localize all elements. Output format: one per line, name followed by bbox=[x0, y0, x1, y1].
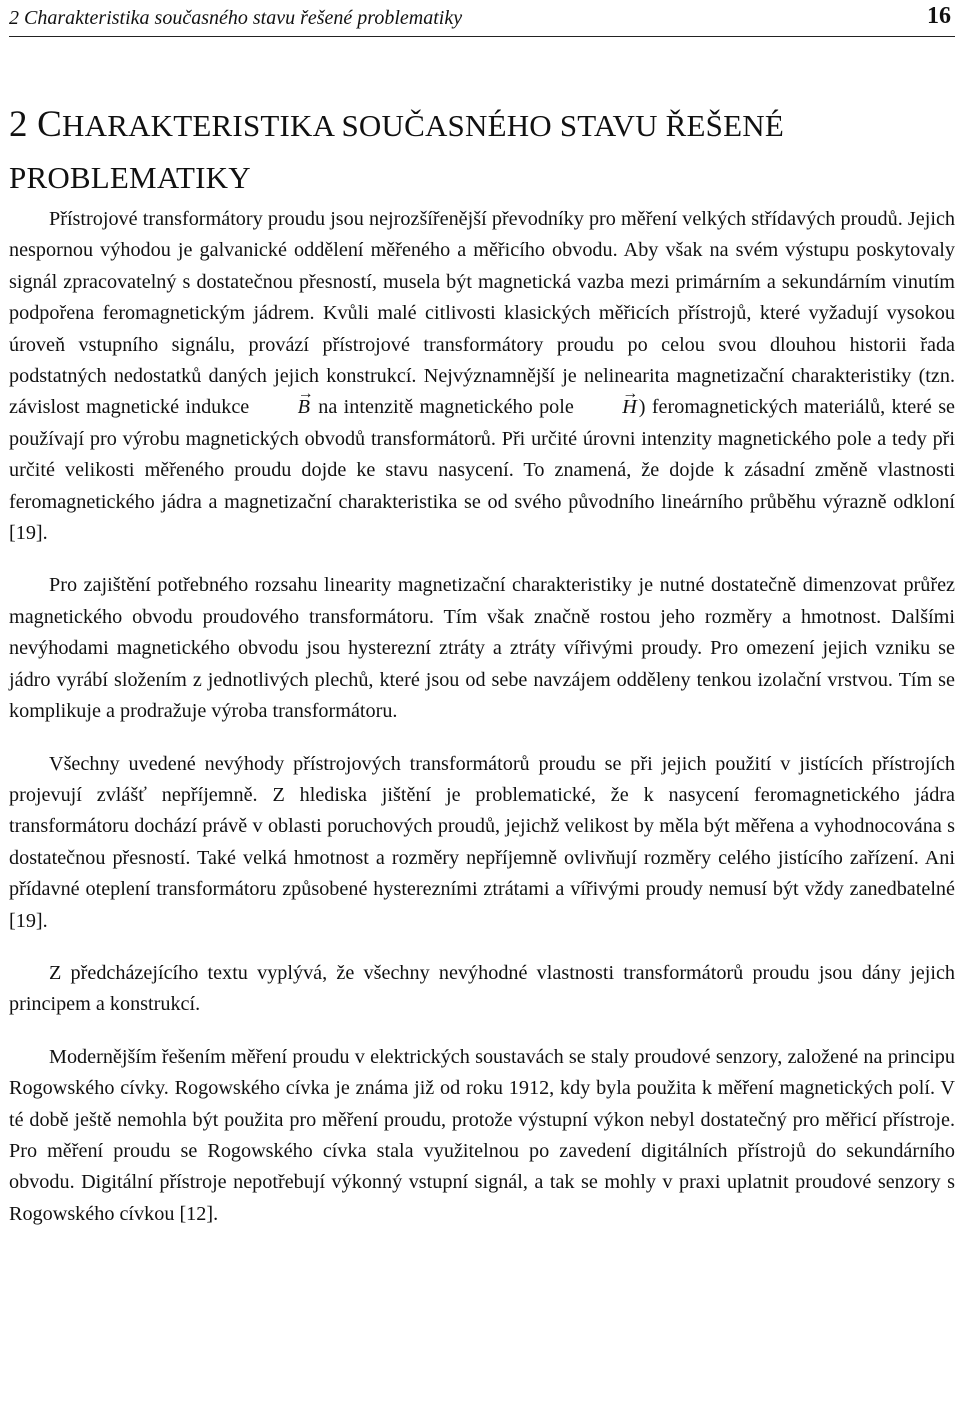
page-number: 16 bbox=[927, 3, 951, 29]
chapter-title-line1: HARAKTERISTIKA SOUČASNÉHO STAVU ŘEŠENÉ bbox=[62, 108, 784, 143]
chapter-number: 2 bbox=[9, 104, 38, 145]
vector-h-symbol: → H bbox=[580, 392, 639, 423]
paragraph-1-text-a: Přístrojové transformátory proudu jsou nejrozšířenější převodníky pro měření velkých střídavých proudů. Jejich nespornou výhodou je galvanické oddělení měřeného a měřicího obvodu. Aby však na svém výstupu poskytovaly signál zpracovatelný s dostatečnou přesností, musela být magnetická vazba mezi primárním a sekundárním vinutím podpořena feromagnetickým jádrem. Kvůli malé citlivosti klasických měřicích přístrojů, které vyžadují vysokou úroveň vstupního signálu, provází přístrojové transformátory proudu po celou svou dlouhou historii řada podstatných nedostatků daných jejich konstrukcí. Nejvýznamnější je nelinearita magnetizační charakteristiky (tzn. závislost magnetické indukce bbox=[9, 208, 955, 419]
paragraph-1-text-b: na intenzitě magnetického pole bbox=[311, 396, 581, 419]
paragraph-2: Pro zajištění potřebného rozsahu linearity magnetizační charakteristiky je nutné dostatečně dimenzovat průřez magnetického obvodu proudového transformátoru. Tím však značně rostou jeho rozměry a hmotnost. Dalšími nevýhodami magnetického obvodu jsou hysterezní ztráty a ztráty vířivými proudy. Pro omezení jejich vzniku se jádro vyrábí složením z jednotlivých plechů, které jsou od sebe navzájem odděleny tenkou izolační vrstvou. Tím se komplikuje a prodražuje výroba transformátoru. bbox=[9, 574, 955, 723]
running-header bbox=[9, 0, 955, 37]
paragraph-1 bbox=[9, 204, 955, 549]
paragraph-3: Všechny uvedené nevýhody přístrojových transformátorů proudu se při jejich použití v jistících přístrojích projevují zvlášť nepříjemně. Z hlediska jištění je problematické, že k nasycení feromagnetického jádra transformátoru dochází právě v oblasti poruchových proudů, jejichž velikost by měla být měřena a vyhodnocována s dostatečnou přesností. Také velká hmotnost a rozměry nepříjemně ovlivňují rozměry celého jistícího zařízení. Ani přídavné oteplení transformátoru způsobené hysterezními ztrátami a vířivými proudy nemusí být vždy zanedbatelné [19]. bbox=[9, 752, 955, 932]
running-title: 2 Charakteristika současného stavu řešené problematiky bbox=[9, 7, 463, 29]
paragraph-1-text-c: ) feromagnetických materiálů, které se používají pro výrobu magnetických obvodů transformátorů. Při určité úrovni intenzity magnetického pole a tedy při určité velikosti měřeného proudu dojde ke stavu nasycení. To znamená, že dojde k zásadní změně vlastnosti feromagnetického jádra a magnetizační charakteristika se od svého původního lineárního průběhu výrazně odkloní [19]. bbox=[9, 396, 956, 545]
paragraph-4: Z předcházejícího textu vyplývá, že všechny nevýhodné vlastnosti transformátorů proudu jsou dány jejich principem a konstrukcí. bbox=[9, 961, 955, 1016]
document-page bbox=[9, 0, 955, 1230]
chapter-title-initial: C bbox=[37, 104, 63, 145]
paragraph-5: Modernějším řešením měření proudu v elektrických soustavách se staly proudové senzory, založené na principu Rogowského cívky. Rogowského cívka je známa již od roku 1912, kdy byla použita k měření magnetických polí. V té době ještě nemohla být použita pro měření proudu, protože výstupní výkon nebyl dostatečný pro měřicí přístroje. Pro měření proudu se Rogowského cívka stala využitelnou po zavedení digitálních přístrojů do sekundárního obvodu. Digitální přístroje nepotřebují výkonný vstupní signál, a tak se mohly v praxi uplatnit proudové senzory s Rogowského cívkou [12]. bbox=[9, 1045, 955, 1225]
chapter-title bbox=[9, 99, 955, 204]
vector-b-symbol: → B bbox=[256, 392, 312, 423]
chapter-title-line2: PROBLEMATIKY bbox=[9, 160, 251, 195]
